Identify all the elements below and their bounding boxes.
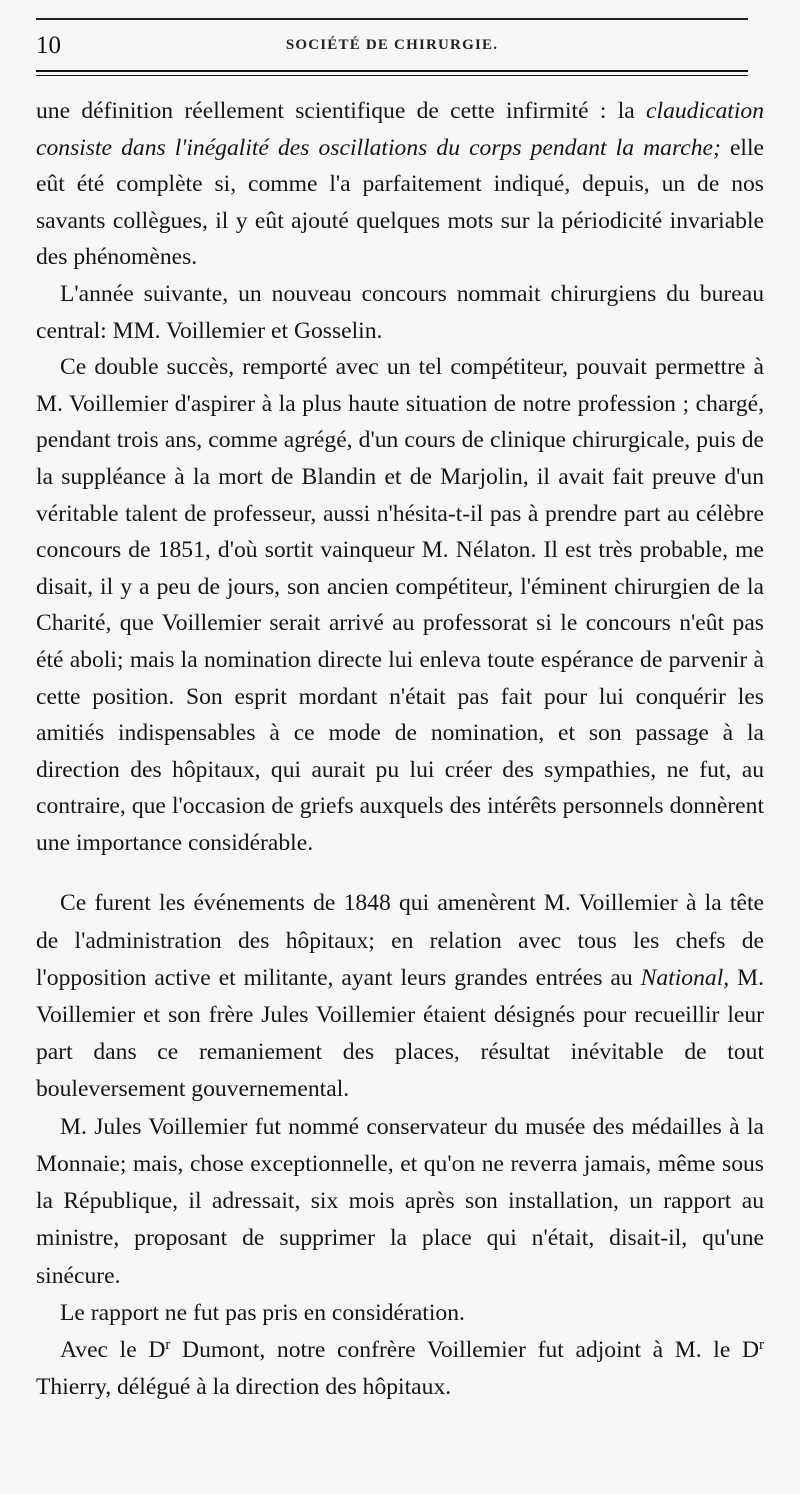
paragraph-4-text-a: Ce furent les événements de 1848 qui amenèrent M. Voillemier à la tête de l'administration des hôpitaux; en relation avec tous les chefs de l'opposition active et militante, ayant leurs grandes entrées au [36,890,764,991]
paragraph-7-text-b: Dumont, notre confrère Voillemier fut adjoint à M. le D [170,1336,759,1363]
paragraph-4-italic: National, [640,964,730,991]
paragraph-1-italic: claudication consiste dans l'inégalité des oscillations du corps pendant la marche; [36,98,764,161]
paragraph-7-text-c: Thierry, délégué à la direction des hôpitaux. [36,1374,452,1401]
paragraph-7-sup-a: r [165,1336,171,1353]
body-text [36,93,764,1406]
paragraph-7-text-a: Avec le D [60,1336,166,1363]
paragraph-1 [36,93,764,276]
paragraph-6: Le rapport ne fut pas pris en considération. [60,1299,465,1326]
paragraph-7 [36,1332,764,1406]
paragraph-4 [36,885,764,1108]
running-head: SOCIÉTÉ DE CHIRURGIE. [285,37,499,53]
paragraph-7-sup-b: r [759,1336,764,1353]
paragraph-4-text-b: M. Voillemier et son frère Jules Voillemier étaient désignés pour recueillir leur part dans ce remaniement des places, résultat inévitable de tout bouleversement gouvernemental. [36,964,764,1103]
section-gap [36,861,764,885]
top-rule [36,18,748,20]
paragraph-5: M. Jules Voillemier fut nommé conservateur du musée des médailles à la Monnaie; mais, chose exceptionnelle, et qu'on ne reverra jamais, même sous la République, il adressait, six mois après son installation, un rapport au ministre, proposant de supprimer la place qui n'était, disait-il, qu'une sinécure. [36,1113,764,1289]
header-rule [36,70,748,76]
page-number: 10 [36,32,61,59]
paragraph-2: L'année suivante, un nouveau concours nommait chirurgiens du bureau central: MM. Voillemier et Gosselin. [36,280,764,344]
paragraph-1-text-a: une définition réellement scientifique de cette infirmité : la [36,98,647,124]
page-header [36,30,748,64]
paragraph-3: Ce double succès, remporté avec un tel compétiteur, pouvait permettre à M. Voillemier d'aspirer à la plus haute situation de notre profession ; chargé, pendant trois ans, comme agrégé, d'un cours de clinique chirurgicale, puis de la suppléance à la mort de Blandin et de Marjolin, il avait fait preuve d'un véritable talent de professeur, aussi n'hésita-t-il pas à prendre part au célèbre concours de 1851, d'où sortit vainqueur M. Nélaton. Il est très probable, me disait, il y a peu de jours, son ancien compétiteur, l'éminent chirurgien de la Charité, que Voillemier serait arrivé au professorat si le concours n'eût pas été aboli; mais la nomination directe lui enleva toute espérance de parvenir à cette position. Son esprit mordant n'était pas fait pour lui conquérir les amitiés indispensables à ce mode de nomination, et son passage à la direction des hôpitaux, qui aurait pu lui créer des sympathies, ne fut, au contraire, que l'occasion de griefs auxquels des intérêts personnels donnèrent une importance considérable. [36,354,764,856]
paragraph-1-text-b: elle eût été complète si, comme l'a parfaitement indiqué, depuis, un de nos savants collègues, il y eût ajouté quelques mots sur la périodicité invariable des phénomènes. [36,134,765,271]
